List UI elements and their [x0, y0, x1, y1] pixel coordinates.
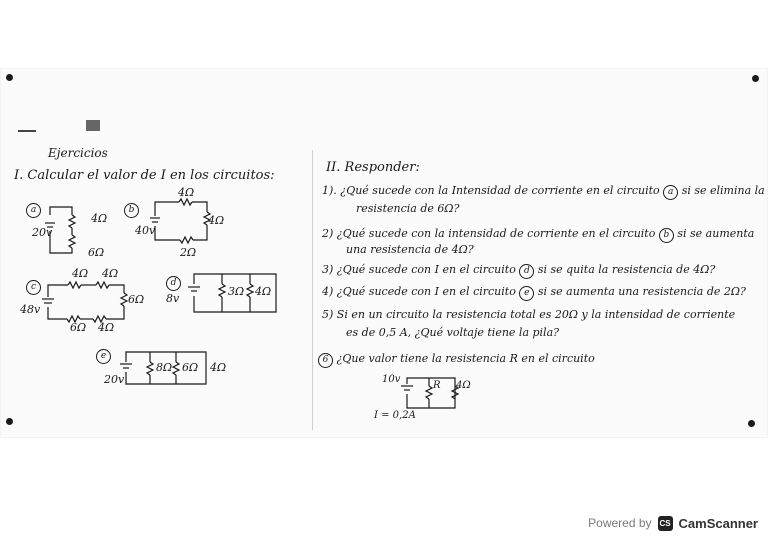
circuit-a-r2: 6Ω [88, 246, 105, 259]
punch-hole-top-left [6, 74, 13, 81]
circuit-c-r-top1: 4Ω [72, 267, 89, 280]
question-5-number: 5) [322, 308, 334, 321]
question-5-text: Si en un circuito la resistencia total es 20Ω y la intensidad de corriente [336, 308, 736, 321]
scan-speck [86, 120, 100, 131]
circuit-e-r2: 6Ω [182, 361, 199, 374]
circuit-e-r3: 4Ω [210, 361, 227, 374]
question-1-text-cont: si se elimina la [681, 184, 765, 197]
circuit-a-r1: 4Ω [91, 212, 108, 225]
punch-hole-bottom-right [748, 420, 755, 427]
circuit-e-label: e [96, 349, 111, 364]
scan-speck [18, 130, 36, 132]
question-6-number: 6 [318, 353, 333, 368]
q6-circuit-diagram [403, 376, 463, 410]
circuit-d-r2: 4Ω [255, 285, 272, 298]
circuit-a-diagram [50, 205, 90, 255]
circuit-c-r-top2: 4Ω [102, 267, 119, 280]
circuit-c-diagram [40, 283, 130, 323]
punch-hole-bottom-left [6, 418, 13, 425]
section-two-heading: II. Responder: [326, 160, 420, 175]
question-1-text: ¿Qué sucede con la Intensidad de corriente en el circuito [340, 184, 660, 197]
q6-r2: 4Ω [456, 380, 471, 391]
circuit-a-voltage: 20v [32, 226, 53, 239]
circuit-d-diagram [190, 272, 285, 314]
question-2-text-cont: si se aumenta [677, 227, 755, 240]
camscanner-brand: CamScanner [678, 515, 758, 531]
circuit-b-voltage: 40v [135, 224, 156, 237]
circuit-d-label: d [166, 276, 181, 291]
question-1-line2: resistencia de 6Ω? [356, 202, 460, 215]
question-6-text: ¿Que valor tiene la resistencia R en el circuito [336, 352, 595, 365]
circuit-b-diagram [155, 200, 210, 245]
circuit-e-voltage: 20v [104, 373, 125, 386]
q6-current: I = 0,2A [374, 410, 416, 421]
question-3-circuit-ref: d [519, 264, 534, 279]
question-1-circuit-ref: a [663, 185, 678, 200]
question-4-circuit-ref: e [519, 286, 534, 301]
question-5-line2: es de 0,5 A, ¿Qué voltaje tiene la pila? [346, 326, 560, 339]
question-2-text: ¿Qué sucede con la intensidad de corriente en el circuito [336, 227, 656, 240]
question-4 [322, 285, 746, 301]
circuit-c-r-bot2: 4Ω [98, 321, 115, 334]
circuit-e-diagram [122, 350, 212, 386]
circuit-b-r-top: 4Ω [178, 186, 195, 199]
question-3-text-cont: si se quita la resistencia de 4Ω? [537, 263, 716, 276]
q6-r1: R [433, 380, 441, 391]
exercises-title: Ejercicios [48, 146, 108, 160]
question-1 [322, 184, 765, 200]
circuit-d-r1: 3Ω [228, 285, 245, 298]
circuit-a-label: a [26, 203, 41, 218]
question-6 [318, 352, 595, 368]
question-3-number: 3) [322, 263, 334, 276]
circuit-b-label: b [124, 203, 139, 218]
circuit-c-voltage: 48v [20, 303, 41, 316]
powered-by-text: Powered by [588, 516, 652, 530]
circuit-b-r-right: 4Ω [208, 214, 225, 227]
question-2-number: 2) [322, 227, 334, 240]
circuit-e-r1: 8Ω [156, 361, 173, 374]
q6-voltage: 10v [382, 374, 401, 385]
question-4-text: ¿Qué sucede con I en el circuito [336, 285, 516, 298]
column-divider [312, 150, 313, 430]
circuit-c-r-right: 6Ω [128, 293, 145, 306]
question-5 [322, 308, 735, 321]
question-1-number: 1). [322, 184, 337, 197]
circuit-d-voltage: 8v [166, 292, 180, 305]
circuit-c-label: c [26, 280, 41, 295]
punch-hole-top-right [752, 75, 759, 82]
section-one-heading: I. Calcular el valor de I en los circuitos: [14, 168, 275, 183]
camscanner-logo-icon: CS [658, 516, 673, 531]
question-2-line2: una resistencia de 4Ω? [346, 243, 474, 256]
question-3 [322, 263, 715, 279]
camscanner-watermark [588, 512, 758, 534]
circuit-c-r-bot1: 6Ω [70, 321, 87, 334]
question-4-number: 4) [322, 285, 334, 298]
question-4-text-cont: si se aumenta una resistencia de 2Ω? [537, 285, 746, 298]
question-3-text: ¿Qué sucede con I en el circuito [336, 263, 516, 276]
question-2-circuit-ref: b [659, 228, 674, 243]
question-2 [322, 227, 754, 243]
circuit-b-r-bottom: 2Ω [180, 246, 197, 259]
